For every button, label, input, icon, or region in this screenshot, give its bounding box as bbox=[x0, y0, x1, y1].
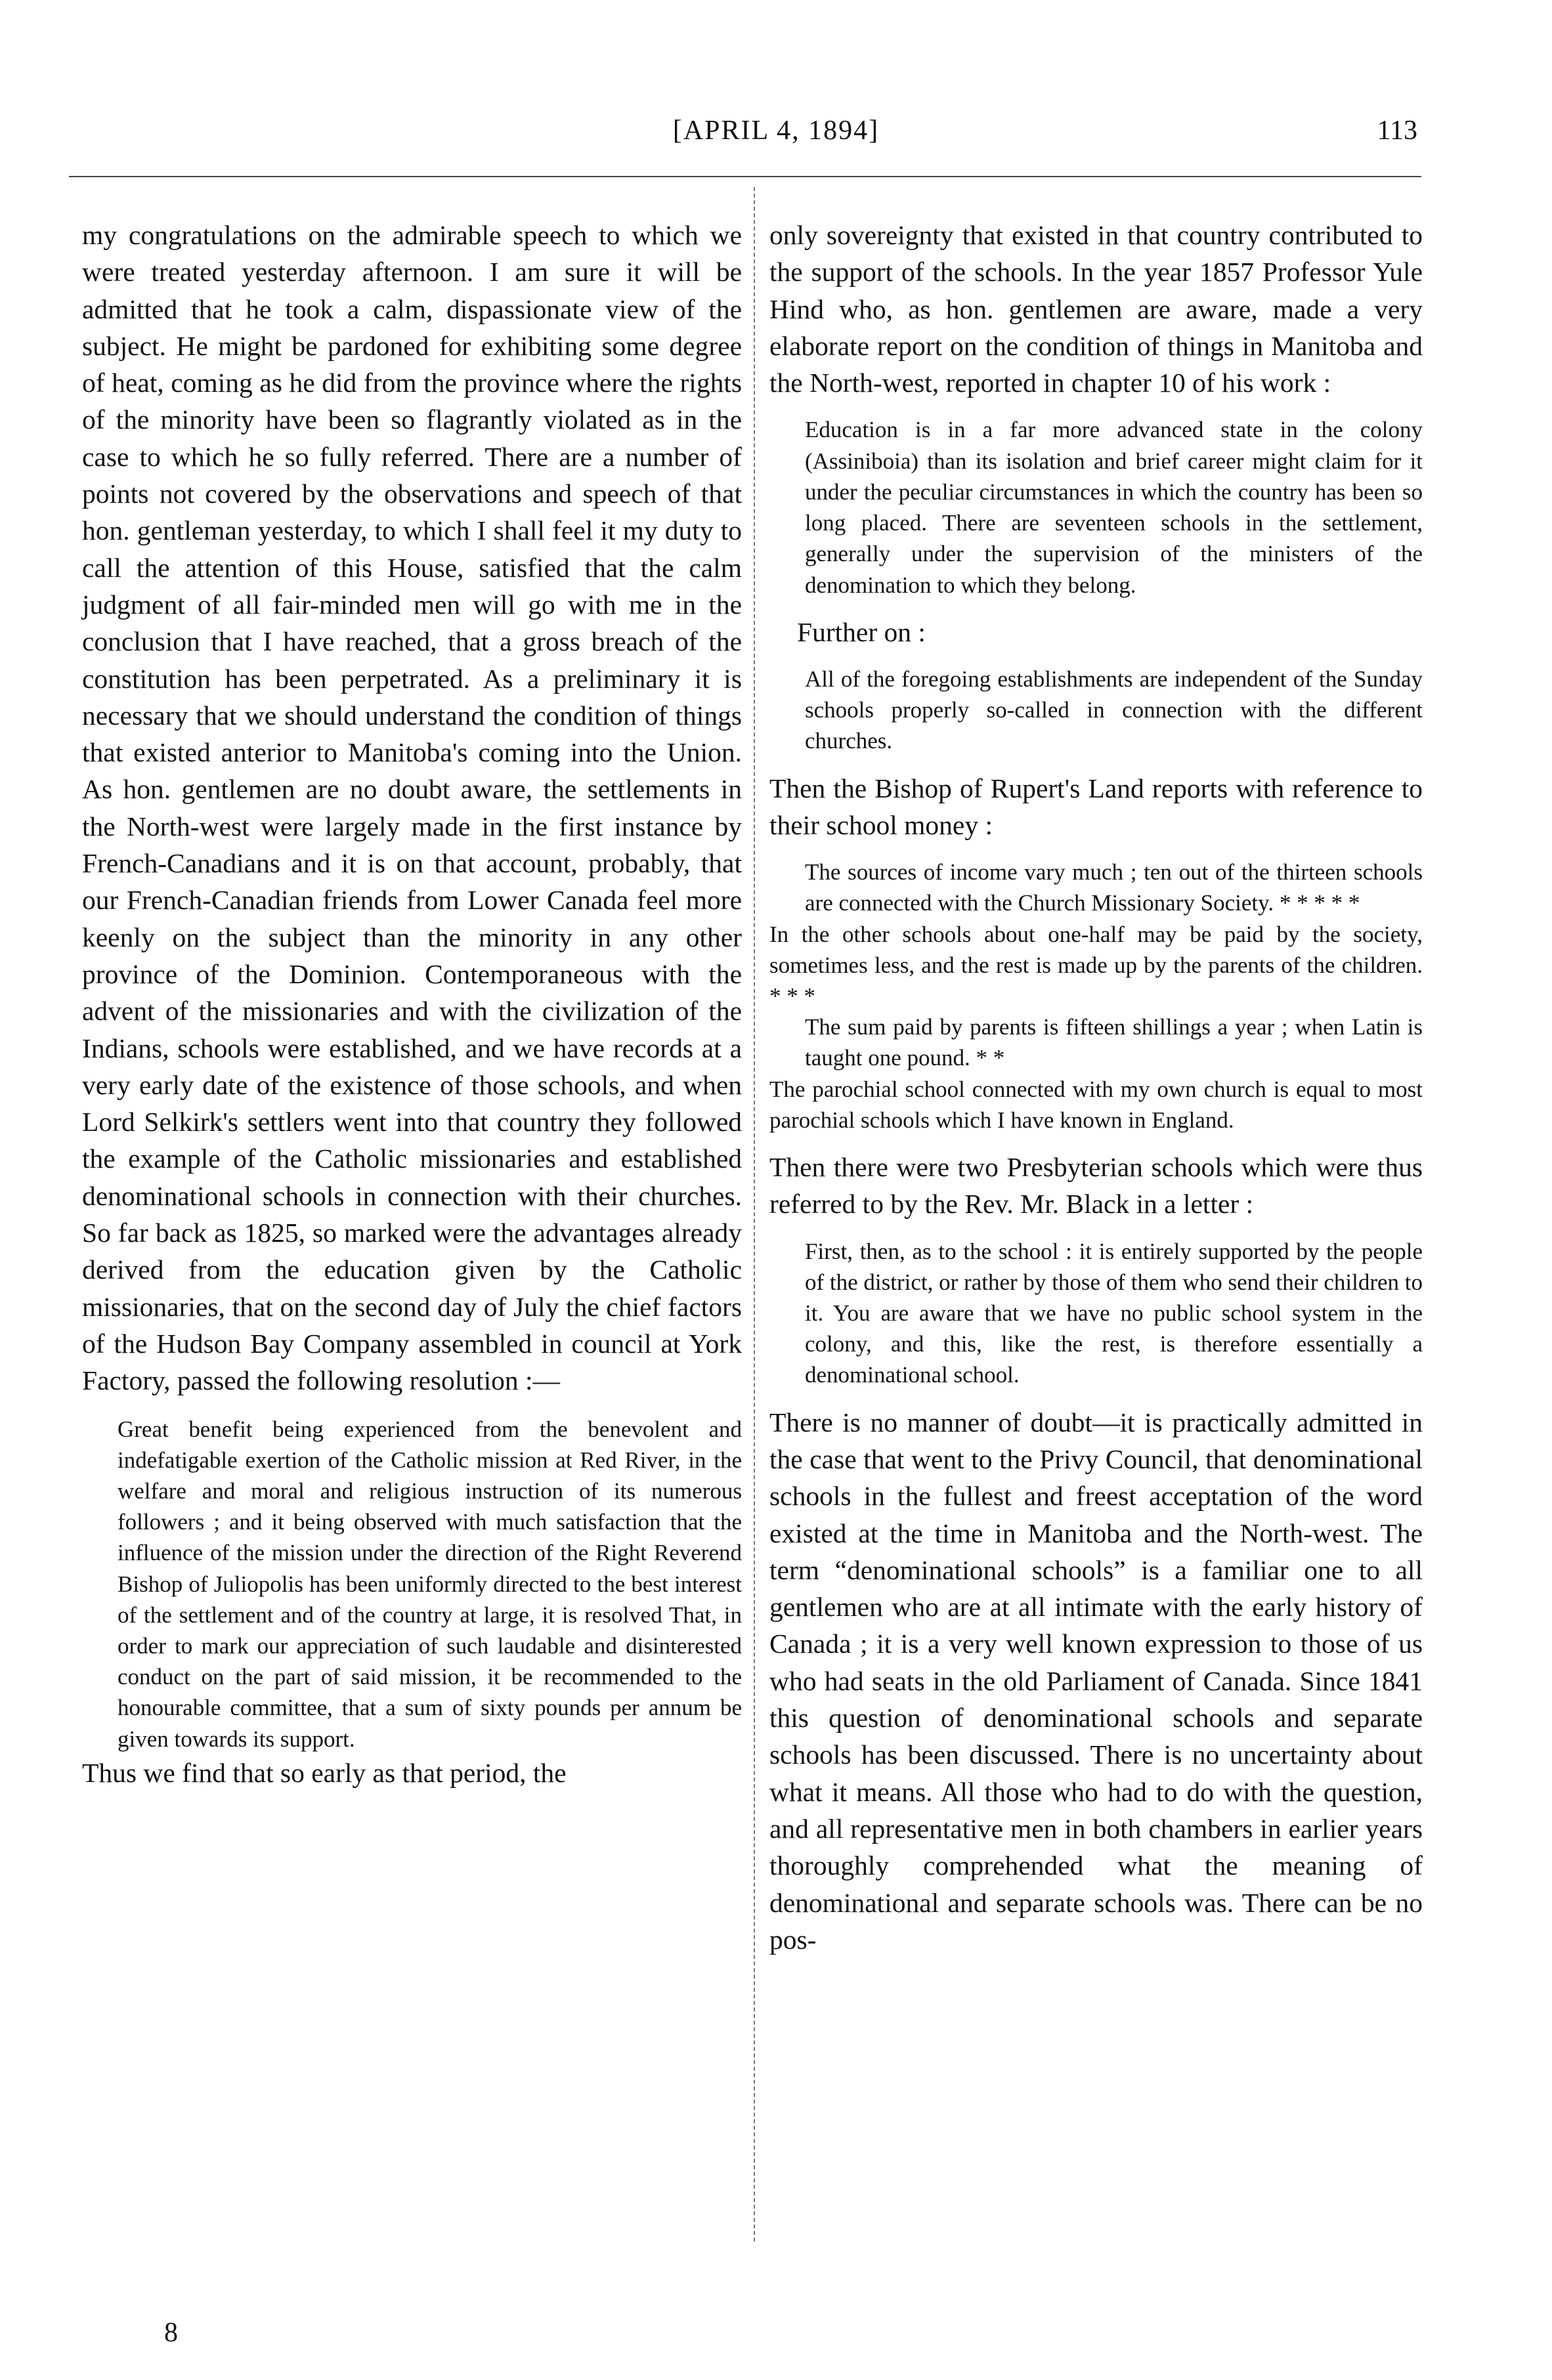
signature-mark: 8 bbox=[164, 2318, 178, 2348]
right-quote-1: Education is in a far more advanced state in the colony (Assiniboia) than its isolation and brief career might claim for it under the peculiar circumstances in which the country has been so long placed. There are seventeen schools in the settlement, generally under the supervision of the ministers of the denomination to which they belong. bbox=[805, 417, 1423, 598]
left-quote-1: Great benefit being experienced from the benevolent and indefatigable exertion of the Catholic mission at Red River, in the welfare and moral and religious instruction of its numerous followers ; and it being observed with much satisfaction that the influence of the mission under the direction of the Right Reverend Bishop of Juliopolis has been uniformly directed to the best interest of the settlement and of the country at large, it is resolved That, in order to mark our appreciation of such laudable and disinterested conduct on the part of said mission, it be recommended to the honourable committee, that a sum of sixty pounds per annum be given towards its support. bbox=[118, 1416, 742, 1752]
left-column bbox=[82, 217, 742, 1791]
right-quote-4: First, then, as to the school : it is entirely supported by the people of the district, or rather by those of them who send their children to it. You are aware that we have no public school system in the colony, and this, like the rest, is therefore essentially a denominational school. bbox=[805, 1238, 1423, 1388]
right-paragraph-1: only sovereignty that existed in that country contributed to the support of the schools. In the year 1857 Professor Yule Hind who, as hon. gentlemen are aware, made a very elaborate report on the condition of things in Manitoba and the North-west, reported in chapter 10 of his work : bbox=[769, 220, 1423, 398]
right-quote-3c: The sum paid by parents is fifteen shillings a year ; when Latin is taught one pound. * * bbox=[805, 1014, 1423, 1071]
right-column bbox=[769, 217, 1423, 1958]
column-divider bbox=[754, 187, 755, 2242]
header-date: [APRIL 4, 1894] bbox=[672, 116, 880, 146]
right-paragraph-3: Then there were two Presbyterian schools which were thus referred to by the Rev. Mr. Black in a letter : bbox=[769, 1152, 1423, 1220]
further-on-label: Further on : bbox=[797, 616, 926, 647]
left-paragraph-2: Thus we find that so early as that period, the bbox=[82, 1757, 567, 1788]
header-rule bbox=[69, 176, 1421, 177]
left-paragraph-1: my congratulations on the admirable speech to which we were treated yesterday afternoon. I am sure it will be admitted that he took a calm, dispassionate view of the subject. He might be pardoned for exhibiting some degree of heat, coming as he did from the province where the rights of the minority have been so flagrantly violated as in the case to which he so fully referred. There are a number of points not covered by the observations and speech of that hon. gentleman yesterday, to which I shall feel it my duty to call the attention of this House, satisfied that the calm judgment of all fair-minded men will go with me in the conclusion that I have reached, that a gross breach of the constitution has been perpetrated. As a preliminary it is necessary that we should understand the condition of things that existed anterior to Manitoba's coming into the Union. As hon. gentlemen are no doubt aware, the settlements in the North-west were largely made in the first instance by French-Canadians and it is on that account, probably, that our French-Canadian friends from Lower Canada feel more keenly on the subject than the minority in any other province of the Dominion. Contemporaneous with the advent of the missionaries and with the civilization of the Indians, schools were established, and we have records at a very early date of the existence of those schools, and when Lord Selkirk's settlers went into that country they followed the example of the Catholic missionaries and established denominational schools in connection with their churches. So far back as 1825, so marked were the advantages already derived from the education given by the Catholic missionaries, that on the second day of July the chief factors of the Hudson Bay Company assembled in council at York Factory, passed the following resolution :— bbox=[82, 220, 742, 1396]
right-quote-3a: The sources of income vary much ; ten out of the thirteen schools are connected with the Church Missionary Society. * * * * * bbox=[805, 859, 1423, 916]
right-paragraph-2: Then the Bishop of Rupert's Land reports with reference to their school money : bbox=[769, 773, 1423, 840]
right-quote-3b: In the other schools about one-half may be paid by the society, sometimes less, and the rest is made up by the parents of the children. * * * bbox=[769, 921, 1423, 1009]
right-paragraph-4: There is no manner of doubt—it is practically admitted in the case that went to the Privy Council, that denominational schools in the fullest and freest acceptation of the word existed at the time in Manitoba and the North-west. The term “denominational schools” is a familiar one to all gentlemen who are at all intimate with the early history of Canada ; it is a very well known expression to those of us who had seats in the old Parliament of Canada. Since 1841 this question of denominational schools and separate schools has been discussed. There is no uncertainty about what it means. All those who had to do with the question, and all representative men in both chambers in earlier years thoroughly comprehended what the meaning of denominational and separate schools was. There can be no pos- bbox=[769, 1407, 1423, 1955]
page-header bbox=[0, 115, 1552, 154]
right-quote-3d: The parochial school connected with my own church is equal to most parochial schools which I have known in England. bbox=[769, 1076, 1423, 1133]
page-number: 113 bbox=[1377, 116, 1417, 146]
right-quote-2: All of the foregoing establishments are independent of the Sunday schools properly so-called in connection with the different churches. bbox=[805, 666, 1423, 754]
